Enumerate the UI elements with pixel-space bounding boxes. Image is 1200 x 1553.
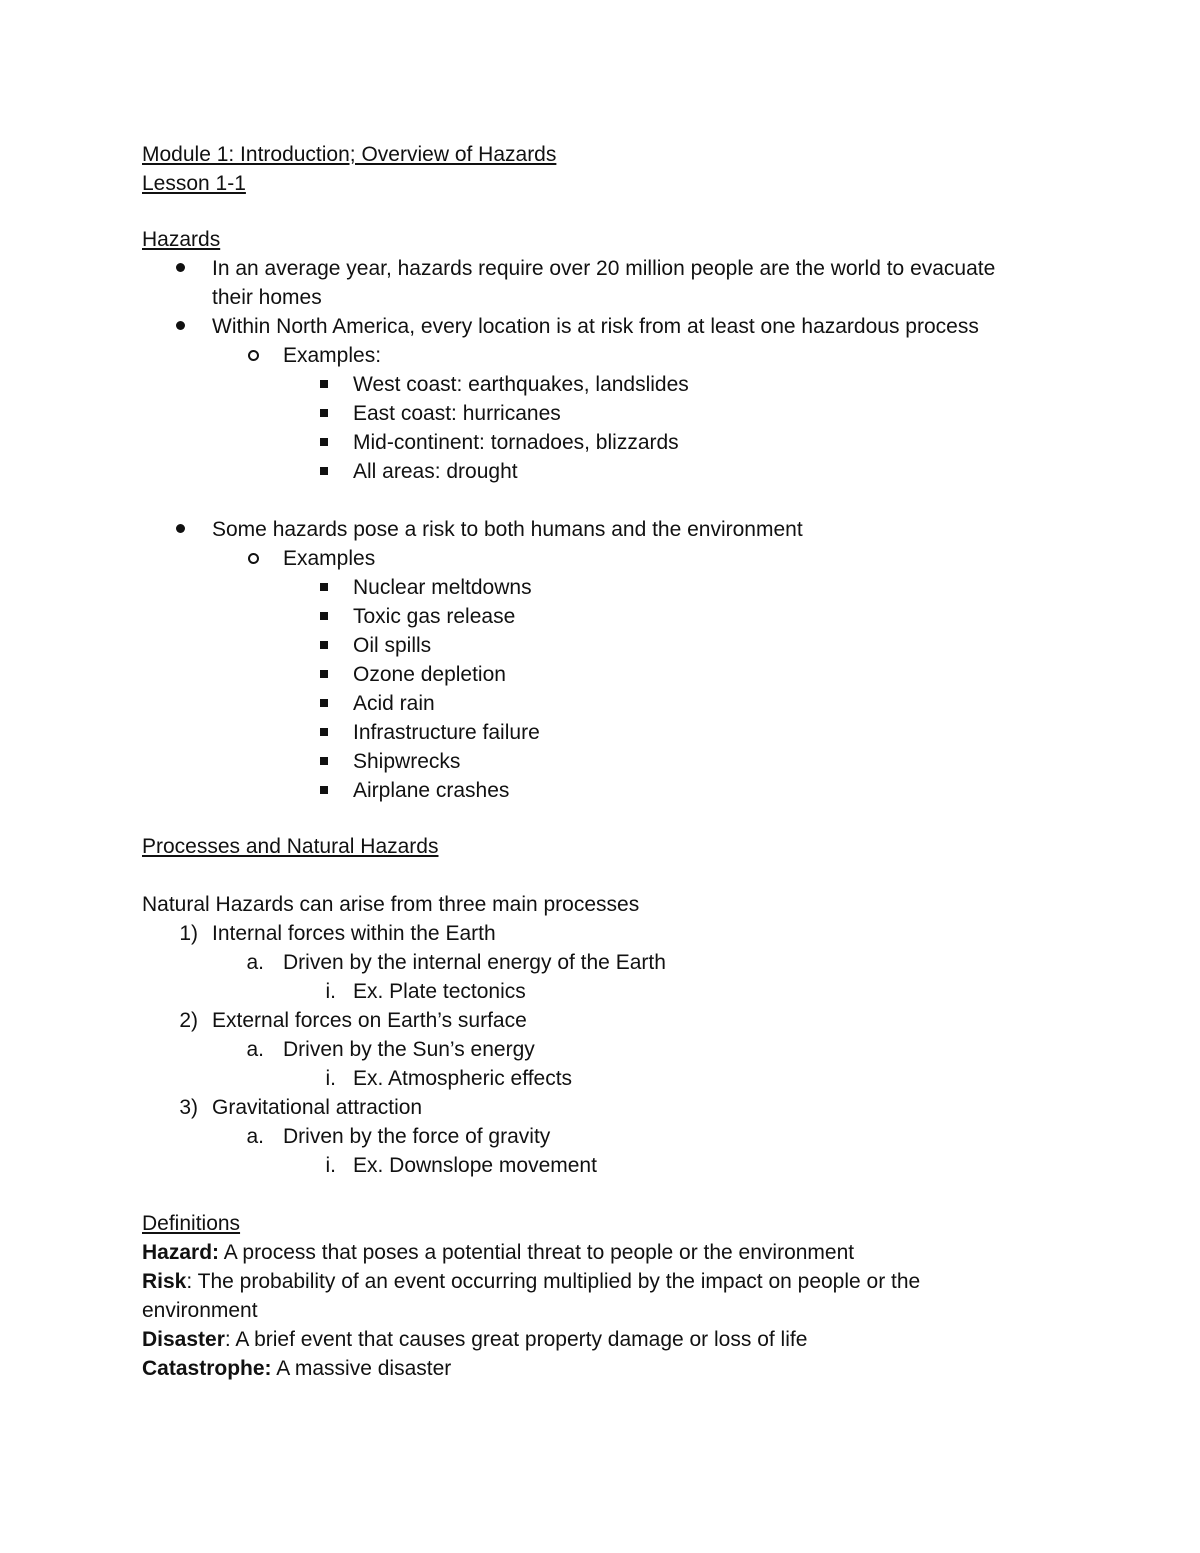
processes-heading: Processes and Natural Hazards: [142, 835, 439, 858]
list-item: Shipwrecks: [142, 747, 1042, 776]
processes-intro: Natural Hazards can arise from three main processes: [142, 893, 640, 916]
bullet-square-icon: [320, 467, 328, 475]
definition-term: Hazard:: [142, 1241, 220, 1264]
list-item: Oil spills: [142, 631, 1042, 660]
bullet-square-icon: [320, 438, 328, 446]
document-page: [142, 140, 1042, 1383]
bullet-square-icon: [320, 409, 328, 417]
list-item: East coast: hurricanes: [142, 399, 1042, 428]
list-item: In an average year, hazards require over 20 million people are the world to evacuate: [142, 254, 1042, 283]
roman-item: i. Ex. Atmospheric effects: [142, 1064, 1042, 1093]
definition-text: A massive disaster: [271, 1357, 452, 1380]
hazards-heading: Hazards: [142, 228, 221, 251]
bullet-circle-icon: [248, 350, 259, 361]
definition-text: : The probability of an event occurring multiplied by the impact on people or the: [186, 1270, 921, 1293]
list-marker: 1): [179, 922, 198, 945]
list-item: Some hazards pose a risk to both humans and the environment: [142, 515, 1042, 544]
numbered-item: 3) Gravitational attraction: [142, 1093, 1042, 1122]
list-item: Within North America, every location is at risk from at least one hazardous process: [142, 312, 1042, 341]
list-item: Examples: [142, 544, 1042, 573]
lettered-item: a. Driven by the force of gravity: [142, 1122, 1042, 1151]
module-title: Module 1: Introduction; Overview of Hazards: [142, 143, 557, 166]
numbered-item: 2) External forces on Earth’s surface: [142, 1006, 1042, 1035]
definition-text: A process that poses a potential threat to people or the environment: [219, 1241, 855, 1264]
bullet-square-icon: [320, 583, 328, 591]
bullet-square-icon: [320, 380, 328, 388]
list-marker: i.: [325, 1067, 336, 1090]
bullet-circle-icon: [248, 553, 259, 564]
definition-catastrophe: [142, 1354, 1042, 1383]
list-marker: i.: [325, 1154, 336, 1177]
roman-item: i. Ex. Plate tectonics: [142, 977, 1042, 1006]
roman-item: i. Ex. Downslope movement: [142, 1151, 1042, 1180]
bullet-square-icon: [320, 699, 328, 707]
list-item: Nuclear meltdowns: [142, 573, 1042, 602]
list-marker: i.: [325, 980, 336, 1003]
lettered-item: a. Driven by the Sun’s energy: [142, 1035, 1042, 1064]
bullet-square-icon: [320, 757, 328, 765]
lettered-item: a. Driven by the internal energy of the Earth: [142, 948, 1042, 977]
bullet-dot-icon: [176, 321, 185, 330]
list-item: All areas: drought: [142, 457, 1042, 486]
list-item: Infrastructure failure: [142, 718, 1042, 747]
bullet-square-icon: [320, 728, 328, 736]
list-marker: a.: [246, 951, 264, 974]
list-item: Examples:: [142, 341, 1042, 370]
examples-list: [142, 370, 1042, 486]
definition-risk-continuation: environment: [142, 1299, 258, 1322]
definition-disaster: [142, 1325, 1042, 1354]
list-item: Acid rain: [142, 689, 1042, 718]
list-marker: 3): [179, 1096, 198, 1119]
definition-hazard: [142, 1238, 1042, 1267]
list-item: West coast: earthquakes, landslides: [142, 370, 1042, 399]
list-item-continuation: their homes: [212, 286, 322, 309]
examples-list: [142, 573, 1042, 805]
processes-list: [142, 919, 1042, 1180]
definitions-heading: Definitions: [142, 1212, 241, 1235]
bullet-square-icon: [320, 670, 328, 678]
definition-term: Catastrophe:: [142, 1357, 272, 1380]
list-item: Mid-continent: tornadoes, blizzards: [142, 428, 1042, 457]
list-marker: a.: [246, 1038, 264, 1061]
list-item: Airplane crashes: [142, 776, 1042, 805]
bullet-square-icon: [320, 786, 328, 794]
list-item: Ozone depletion: [142, 660, 1042, 689]
lesson-title: Lesson 1-1: [142, 172, 246, 195]
list-item: Toxic gas release: [142, 602, 1042, 631]
list-marker: 2): [179, 1009, 198, 1032]
definition-term: Risk: [142, 1270, 187, 1293]
list-marker: a.: [246, 1125, 264, 1148]
bullet-square-icon: [320, 641, 328, 649]
bullet-dot-icon: [176, 524, 185, 533]
bullet-square-icon: [320, 612, 328, 620]
definition-risk: [142, 1267, 1042, 1296]
definition-text: : A brief event that causes great property damage or loss of life: [224, 1328, 808, 1351]
numbered-item: 1) Internal forces within the Earth: [142, 919, 1042, 948]
bullet-dot-icon: [176, 263, 185, 272]
definition-term: Disaster: [142, 1328, 225, 1351]
